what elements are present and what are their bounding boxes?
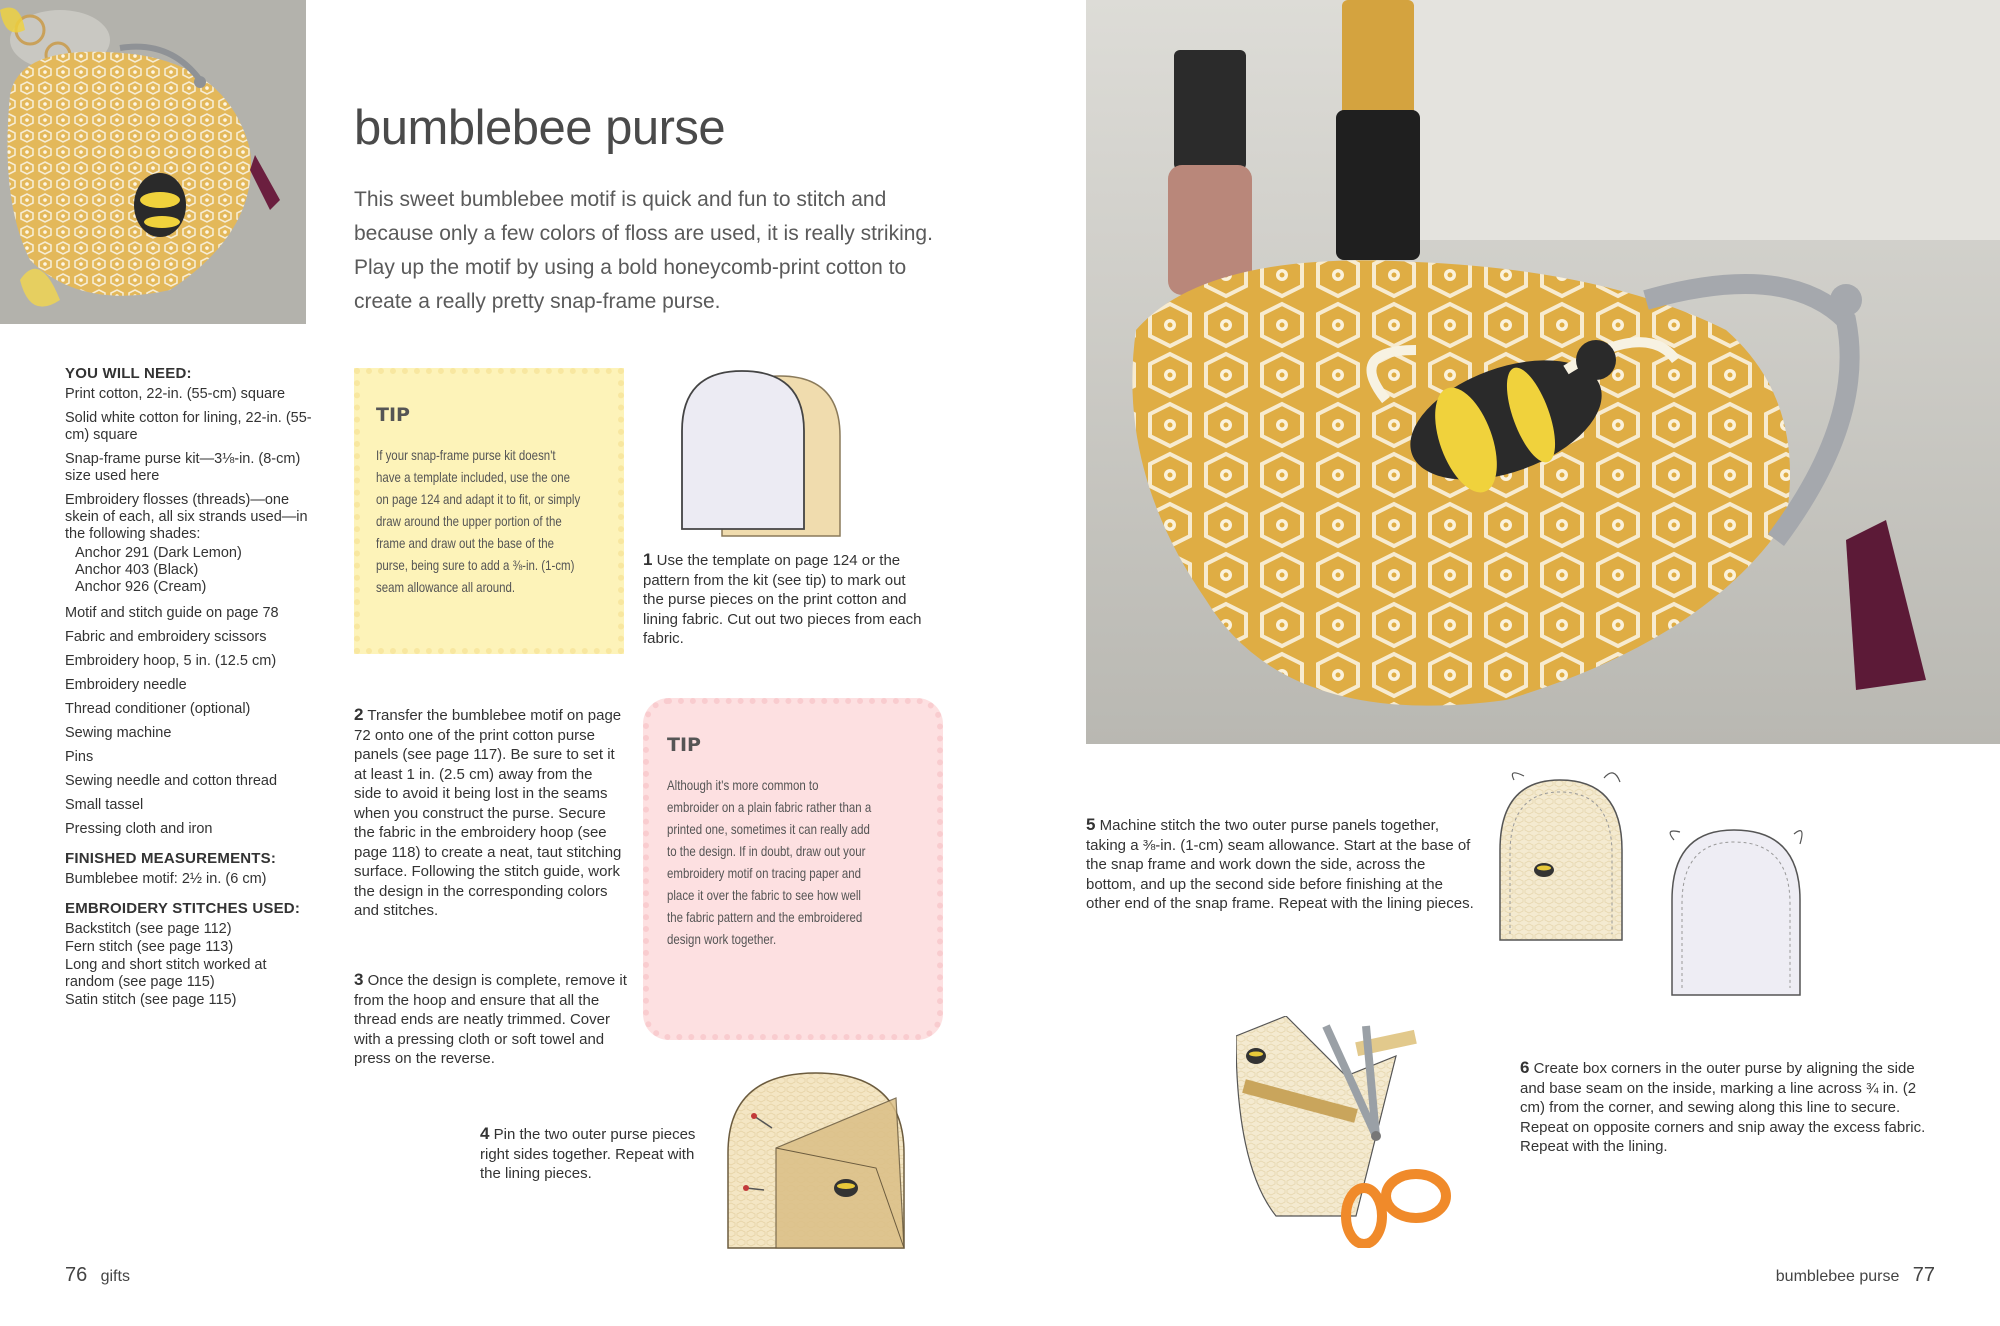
materials-heading: YOU WILL NEED: xyxy=(65,365,192,382)
box-corner-illustration xyxy=(1236,1016,1516,1248)
tip-heading: TIP xyxy=(376,404,410,426)
materials-list xyxy=(65,365,315,1010)
list-item: Backstitch (see page 112) xyxy=(65,921,232,937)
list-item: Thread conditioner (optional) xyxy=(65,701,251,717)
list-item: Snap-frame purse kit—3⅛-in. (8-cm) size used here xyxy=(65,451,301,484)
list-item: Print cotton, 22-in. (55-cm) square xyxy=(65,386,286,402)
template-illustration xyxy=(676,366,856,546)
list-item: Satin stitch (see page 115) xyxy=(65,992,237,1008)
list-item: Embroidery flosses (threads)—one skein of each, all six strands used—in the following shades: xyxy=(65,492,308,542)
list-item: Small tassel xyxy=(65,797,144,813)
list-item: Embroidery hoop, 5 in. (12.5 cm) xyxy=(65,653,277,669)
list-item: Sewing needle and cotton thread xyxy=(65,773,278,789)
list-item: Pins xyxy=(65,749,94,765)
finished-heading: FINISHED MEASUREMENTS: xyxy=(65,850,277,867)
list-item: Pressing cloth and iron xyxy=(65,821,213,837)
step-6: 6 Create box corners in the outer purse by aligning the side and base seam on the inside, marking a line across ¾ in. (2 cm) from the corner, and sewing along this line to secure. Repeat on opposite corners and snip away the excess fabric. Repeat with the lining. xyxy=(1520,1058,1926,1155)
purse-photo-small xyxy=(0,0,306,324)
list-item: Sewing machine xyxy=(65,725,172,741)
tip-box-template xyxy=(354,368,624,654)
step-2: 2 Transfer the bumblebee motif on page 72 onto one of the print cotton purse panels (see page 117). Be sure to set it at least 1 in. (2.5 cm) away from the side to avoid it being lost in the seams when you construct the purse. Secure the fabric in the embroidery hoop (see page 118) to create a neat, taut stitching surface. Following the stitch guide, work the design in the corresponding colors and stitches. xyxy=(354,705,622,919)
intro-paragraph: This sweet bumblebee motif is quick and fun to stitch and because only a few colors of floss are used, it is really striking. Play up the motif by using a bold honeycomb-print cotton to create a really pretty snap-frame purse. xyxy=(354,188,933,313)
list-item: Fabric and embroidery scissors xyxy=(65,629,267,645)
page-title: bumblebee purse xyxy=(354,101,726,155)
shade-item: Anchor 926 (Cream) xyxy=(75,579,207,595)
list-item: Bumblebee motif: 2½ in. (6 cm) xyxy=(65,871,267,887)
step-3: 3 Once the design is complete, remove it from the hoop and ensure that all the thread ends are neatly trimmed. Cover with a pressing cloth or soft towel and press on the reverse. xyxy=(354,970,627,1067)
shade-item: Anchor 403 (Black) xyxy=(75,562,199,578)
page-number: 77 xyxy=(1912,1264,1935,1286)
purse-photo-large xyxy=(1086,0,2000,744)
page-number: 76 xyxy=(65,1264,88,1286)
step-4: 4 Pin the two outer purse pieces right sides together. Repeat with the lining pieces. xyxy=(480,1124,696,1182)
step-1: 1 Use the template on page 124 or the pattern from the kit (see tip) to mark out the purse pieces on the print cotton and lining fabric. Cut out two pieces from each fabric. xyxy=(643,550,922,647)
shade-item: Anchor 291 (Dark Lemon) xyxy=(75,545,242,561)
stitched-panels-illustration xyxy=(1494,770,1824,1000)
footer-right xyxy=(1776,1264,1935,1287)
list-item: Fern stitch (see page 113) xyxy=(65,939,234,955)
list-item: Solid white cotton for lining, 22-in. (55-cm) square xyxy=(65,410,312,443)
pinned-pieces-illustration xyxy=(716,1058,916,1254)
tip-body: Although it's more common to embroider on a plain fabric rather than a printed one, sometimes it can really add to the design. If in doubt, draw out your embroidery motif on tracing paper and place it over the fabric to see how well the fabric pattern and the embroidered design work together. xyxy=(667,777,872,947)
step-5: 5 Machine stitch the two outer purse panels together, taking a ⅜-in. (1-cm) seam allowance. Start at the base of the snap frame and work down the side, across the bottom, and up the second side before finishing at the other end of the snap frame. Repeat with the lining pieces. xyxy=(1086,815,1474,912)
list-item: Embroidery needle xyxy=(65,677,187,693)
tip-body: If your snap-frame purse kit doesn't have a template included, use the one on page 124 and adapt it to fit, or simply draw around the upper portion of the frame and draw out the base of the purse, being sure to add a ⅜-in. (1-cm) seam allowance all around. xyxy=(376,447,581,595)
footer-left xyxy=(65,1264,130,1287)
stitches-heading: EMBROIDERY STITCHES USED: xyxy=(65,900,301,917)
section-name: bumblebee purse xyxy=(1775,1268,1900,1285)
list-item: Long and short stitch worked at random (see page 115) xyxy=(65,957,267,990)
tip-heading: TIP xyxy=(667,734,701,756)
list-item: Motif and stitch guide on page 78 xyxy=(65,605,279,621)
tip-box-fabric xyxy=(643,698,943,1040)
section-name: gifts xyxy=(100,1268,130,1285)
